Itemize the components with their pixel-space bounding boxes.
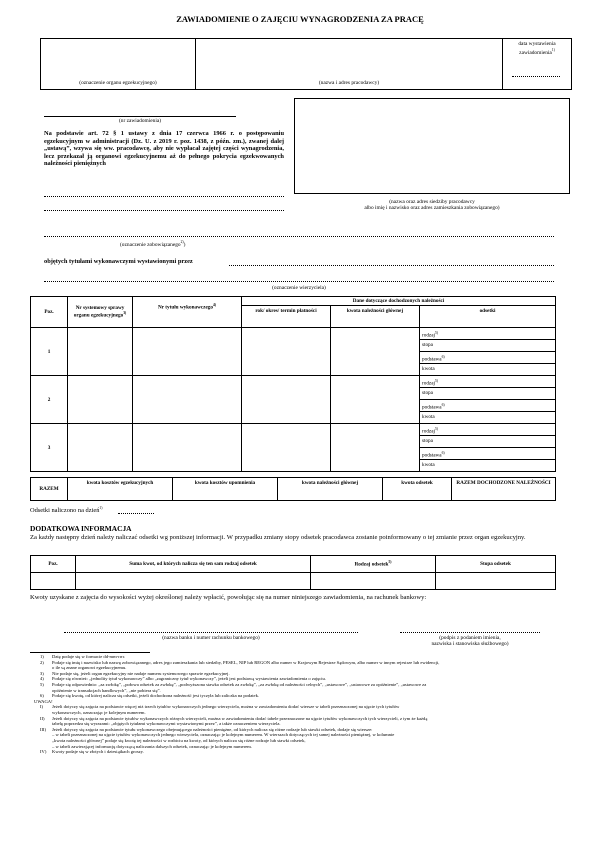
totals-reminder[interactable]: kwota kosztów upomnienia [173,478,278,501]
footnote-line: 2) Podaje się imię i nazwisko lub nazwę zobowiązanego, adres jego zamieszkania lub siedziby, PESEL, NIP lub REGON albo numer w Krajowym Rejestrze Sądowym, albo numer w innym rejestrze lub ewidencji, [40,659,440,665]
table-row: 3 rodzaj$^{5)}$ stopa podstawa$^{6)}$ kwota [31,424,556,472]
totals-table [30,477,556,501]
footnote-line: 6) Podaje się kwotę, od której nalicza się odsetki, jeżeli dochodzona należność jest tyczyła lub zaliczka na podatek. [40,693,260,699]
legal-line-2[interactable] [44,210,284,211]
notice-number-field[interactable] [44,116,236,117]
col-tytul: Nr tytułu wykonawczego$^{4)}$ [133,297,242,328]
creditor-label: (oznaczenie wierzyciela) [272,285,326,291]
totals-label: RAZEM [31,478,68,501]
col-kwota: kwota należności głównej [331,306,420,328]
table-row: 1 rodzaj$^{5)}$ stopa podstawa$^{6)}$ kwota [31,328,556,376]
col-rok: rok/ okres/ termin płatności [242,306,331,328]
totals-sum[interactable]: RAZEM DOCHODZONE NALEŻNOŚCI [452,478,556,501]
table-row: 2 rodzaj$^{5)}$ stopa podstawa$^{6)}$ kwota [31,376,556,424]
footnote-line: „kwota należności głównej” podaje się kwotę tej należności w rozbiciu na kwoty, od których nalicza się różne rodzaje lub stawki odsetek, [52,737,306,743]
col-sys: Nr systemowy sprawy organu egzekucyjnego$^{3)}$ [68,297,133,328]
interest-date-field[interactable] [118,513,154,514]
footnote-line: II) Jeżeli dotyczy się zajęcia na podstawie tytułów wykonawczych różnych wierzycieli, można w zawiadomieniu dodać tabele przeznaczone na ujęcie tytułów wykonawczych tych wierzycieli, z tym że każdą [40,715,428,721]
footnote-line: 5) Podaje się odpowiednio: „za zwłokę”, „połowa odsetek za zwłokę”, „podwyższona stawka odsetek za zwłokę”, „za zwłokę od należności celnych”, „ustawowe”, „ustawowe za opóźnienie”, „ustawowe za [40,681,427,687]
footnote-line: I) Jeżeli dotyczy się zajęcia na podstawie więcej niż trzech tytułów wykonawczych jednego wierzyciela, można w zawiadomieniu dodać wiersze w tabeli przeznaczonej na ujęcie tych tytułów [40,704,400,710]
date-label: data wystawienia zawiadomienia$^{1)}$ [518,41,556,57]
footnote-line: tabelę poprzedza się wyrazami: „objętych tytułami wykonawczymi wystawionymi przez”, a także oznaczeniem wierzyciela. [52,721,281,727]
date-field[interactable] [512,76,560,77]
footnote-line: opóźnienie w transakcjach handlowych”, „nie pobiera się”. [52,687,161,693]
col-group: Dane dotyczące dochodzonych należności [242,297,556,306]
footnote-line: wykonawczych, oznaczając je kolejnym numerem. [52,709,146,715]
footnote-line: – w tabeli zawierającej informację dotyczącą naliczania dalszych odsetek, oznaczając je kolejnym numerem. [52,743,252,749]
legal-line-1[interactable] [44,196,284,197]
employer-seat-box [294,98,570,194]
footnote-line: o ile są znane organowi egzekucyjnemu. [52,665,127,671]
footnote-line: – w tabeli przeznaczonej na ujęcie tytułów wykonawczych jednego wierzyciela, oznaczając je kolejnym numerem. W wierszach dotyczących tej samej należności pieniężnej, w kolumnie [52,732,395,738]
titles-field[interactable] [229,265,554,266]
titles-table [30,296,556,472]
payment-text: Kwoty uzyskane z zajęcia do wysokości wyżej określonej należy wpłacić, powołując się na numer niniejszego zawiadomienia, na rachunek bankowy: [30,594,427,601]
bank-field[interactable] [64,632,358,633]
footnote-line: III) Jeżeli dotyczy się zajęcia na podstawie tytułu wykonawczego obejmującego należności pieniężne, od których nalicza się różne rodzaje lub stawki odsetek, dodaje się wiersze: [40,726,373,732]
totals-costs[interactable]: kwota kosztów egzekucyjnych [68,478,173,501]
uwaga-title: UWAGA! [34,698,53,704]
footnote-line: 1) Datę podaje się w formacie dd-mm-rrrr. [40,654,126,659]
page-title: ZAWIADOMIENIE O ZAJĘCIU WYNAGRODZENIA ZA PRACĘ [176,14,424,24]
table-row [31,573,556,590]
totals-interest[interactable]: kwota odsetek [383,478,452,501]
interest-table: Poz. Suma kwot, od których nalicza się ten sam rodzaj odsetek Rodzaj odsetek$^{5)}$ Stopa odsetek [30,555,556,590]
employer-label: (nazwa i adres pracodawcy) [318,80,380,86]
obligor-label: (oznaczenie zobowiązanego$^{2)}$) [120,240,186,248]
creditor-field[interactable] [44,281,554,282]
notice-number-label: (nr zawiadomienia) [118,118,162,124]
legal-text: Na podstawie art. 72 § 1 ustawy z dnia 17 czerwca 1966 r. o postępowaniu egzekucyjnym w administracji (Dz. U. z 2019 r. poz. 1438, z późn. zm.), zwanej dalej „ustawą”, wzywa się ww. pracodawcę, aby nie wypłacał zajętej części wynagrodzenia, lecz przekazał ją organowi egzekucyjnemu aż do pełnego pokrycia egzekwowanych należności pieniężnych [44,130,284,168]
signature-field[interactable] [400,632,540,633]
extra-title: DODATKOWA INFORMACJA [30,524,132,533]
obligor-field[interactable] [44,236,554,237]
footnotes [34,654,570,755]
col-odsetki: odsetki [420,306,556,328]
interest-date-label: Odsetki naliczono na dzień$^{1)}$ [30,506,103,515]
totals-principal[interactable]: kwota należności głównej [278,478,383,501]
organ-label: (oznaczenie organu egzekucyjnego) [79,80,157,86]
footnote-divider [30,652,150,653]
employer-seat-label: (nazwa oraz adres siedziby pracodawcy albo imię i nazwisko oraz adres zamieszkania zobowiązanego) [364,199,500,212]
titles-text: objętych tytułami wykonawczymi wystawionymi przez [44,258,193,265]
signature-label: (podpis z podaniem imienia, nazwiska i stanowiska służbowego) [431,635,509,648]
col-poz: Poz. [31,297,68,328]
footnote-line: 4) Podaje się również: „jednolity tytuł wykonawczy” albo „zagraniczny tytuł wykonawczy”, jeżeli jest podstawą wystawienia zawiadomienia o zajęciu. [40,676,326,682]
footnote-line: 3) Nie podaje się, jeżeli organ egzekucyjny nie nadaje numeru systemowego sprawie egzekucyjnej. [40,670,230,676]
bank-label: (nazwa banku i numer rachunku bankowego) [162,635,260,641]
footnote-line: IV) Kwoty podaje się w złotych i dziesiątkach groszy. [40,749,144,755]
extra-text: Za każdy następny dzień należy naliczać odsetki wg poniższej informacji. W przypadku zmiany stopy odsetek pracodawca zostanie poinformowany o tej zmianie przez organ egzekucyjny. [30,534,526,541]
